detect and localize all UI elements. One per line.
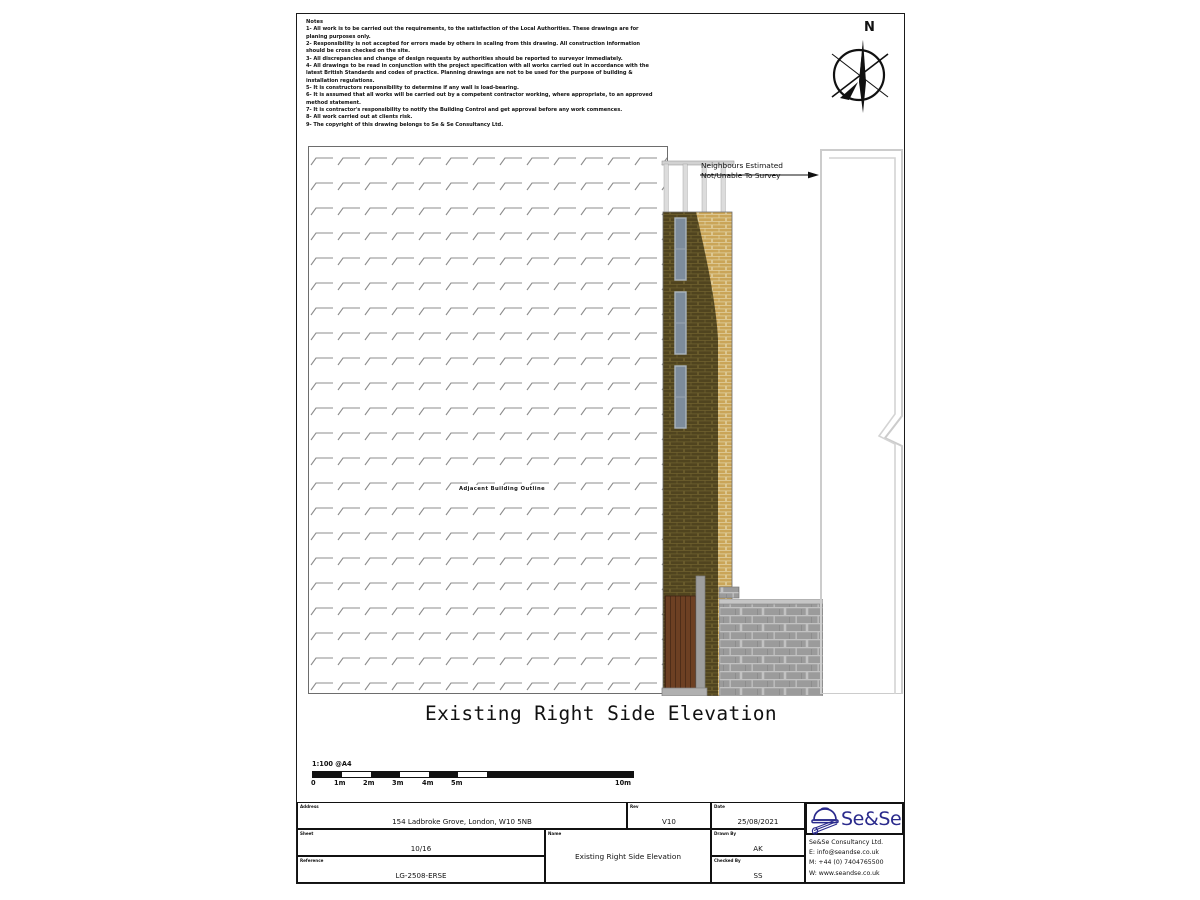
drawn-by-value: AK	[753, 843, 763, 853]
window	[675, 218, 686, 280]
sheet-value: 10/16	[410, 843, 432, 853]
note-item: 2- Responsibility is not accepted for errors made by others in scaling from this drawing. All construction information should be cross checked on the site.	[306, 40, 641, 55]
note-item: 4- All drawings to be read in conjunction with the project specification with all works carried out in accordance with the latest British Standards and codes of practice. Planning drawings are not to be used for the purpose of building & installation regulations.	[306, 63, 649, 84]
neighbour-building-outline	[819, 146, 904, 694]
drawn-by-key: Drawn By	[714, 830, 737, 836]
note-item: 6- It is assumed that all works will be carried out by a competent contractor working, where appropriate, to an approved method statement.	[306, 92, 653, 106]
notes-block	[306, 19, 658, 129]
company-name: Se&Se Consultancy Ltd.	[809, 838, 884, 846]
note-item: 1- All work is to be carried out the requirements, to the satisfaction of the Local Authorities. These drawings are for planing purposes only.	[306, 26, 639, 40]
titleblock-checked-by	[711, 856, 805, 883]
scale-label: 1:100 @A4	[312, 760, 352, 768]
logo-text: Se&Se	[841, 808, 902, 830]
render-hatch-pattern	[309, 147, 667, 693]
boundary-block-wall	[719, 599, 823, 696]
scale-bar-group	[312, 760, 642, 790]
scale-segment	[371, 772, 400, 777]
titleblock-date	[711, 802, 805, 829]
scale-tick: 10m	[615, 778, 632, 787]
titleblock-drawn-by	[711, 829, 805, 856]
reference-value: LG-2508-ERSE	[395, 870, 447, 880]
company-contact-details	[805, 835, 904, 883]
wall-stub	[719, 587, 739, 598]
date-value: 25/08/2021	[737, 816, 779, 826]
scale-tick: 2m	[363, 778, 375, 787]
scale-tick: 4m	[422, 778, 434, 787]
scale-tick: 0	[311, 778, 316, 787]
address-value: 154 Ladbroke Grove, London, W10 5NB	[392, 816, 532, 826]
note-item: 7- It is contractor's responsibility to notify the Building Control and get approval before any work commences.	[306, 107, 623, 114]
scale-segment	[429, 772, 458, 777]
gate-pier	[696, 576, 705, 690]
scale-tick: 1m	[334, 778, 346, 787]
scale-segment	[313, 772, 342, 777]
name-value: Existing Right Side Elevation	[574, 852, 682, 862]
scale-bar	[312, 771, 634, 778]
titleblock-name	[545, 829, 711, 883]
elevation-drawing	[306, 144, 896, 696]
company-logo	[805, 802, 904, 835]
company-website: W: www.seandse.co.uk	[809, 869, 880, 877]
address-key: Address	[300, 803, 319, 809]
compass-icon	[818, 20, 904, 118]
sheet-key: Sheet	[300, 830, 314, 836]
name-key: Name	[548, 830, 562, 836]
adjacent-building-label: Adjacent Building Outline	[459, 486, 546, 492]
window	[675, 292, 686, 354]
gate-threshold	[662, 688, 707, 696]
note-item: 3- All discrepancies and change of design requests by authorities should be reported to surveyor immediately.	[306, 55, 623, 62]
scale-tick: 3m	[392, 778, 404, 787]
titleblock-sheet	[297, 829, 545, 856]
scale-segment	[487, 772, 633, 777]
neighbour-annotation-line1: Neighbours Estimated	[701, 161, 783, 170]
adjacent-building-hatch	[308, 146, 668, 694]
date-key: Date	[714, 803, 725, 809]
note-item: 8- All work carried out at clients risk.	[306, 114, 413, 121]
company-mobile: M: +44 (0) 7404765500	[809, 859, 884, 867]
titleblock-rev	[627, 802, 711, 829]
scale-tick: 5m	[451, 778, 463, 787]
window	[675, 366, 686, 428]
timber-gate	[665, 596, 696, 690]
checked-by-key: Checked By	[714, 857, 741, 863]
note-item: 9- The copyright of this drawing belongs to Se & Se Consultancy Ltd.	[306, 121, 504, 128]
compass-rose	[818, 20, 904, 118]
scale-tick-labels	[312, 779, 642, 790]
reference-key: Reference	[300, 857, 324, 863]
neighbour-annotation-line2: Not/Unable To Survey	[701, 170, 781, 180]
compass-north-label: N	[864, 20, 875, 35]
note-item: 5- It is constructors responsibility to determine if any wall is load-bearing.	[306, 85, 519, 92]
page-title: Existing Right Side Elevation	[424, 702, 778, 725]
company-email: E: info@seandse.co.uk	[809, 848, 879, 856]
rev-value: V10	[662, 816, 676, 826]
checked-by-value: SS	[753, 870, 763, 880]
notes-heading: Notes	[306, 19, 324, 25]
title-block	[297, 802, 904, 883]
hard-hat-icon	[810, 806, 842, 835]
titleblock-address	[297, 802, 627, 829]
leader-arrow-icon	[700, 170, 820, 186]
rev-key: Rev	[630, 803, 639, 809]
titleblock-reference	[297, 856, 545, 883]
